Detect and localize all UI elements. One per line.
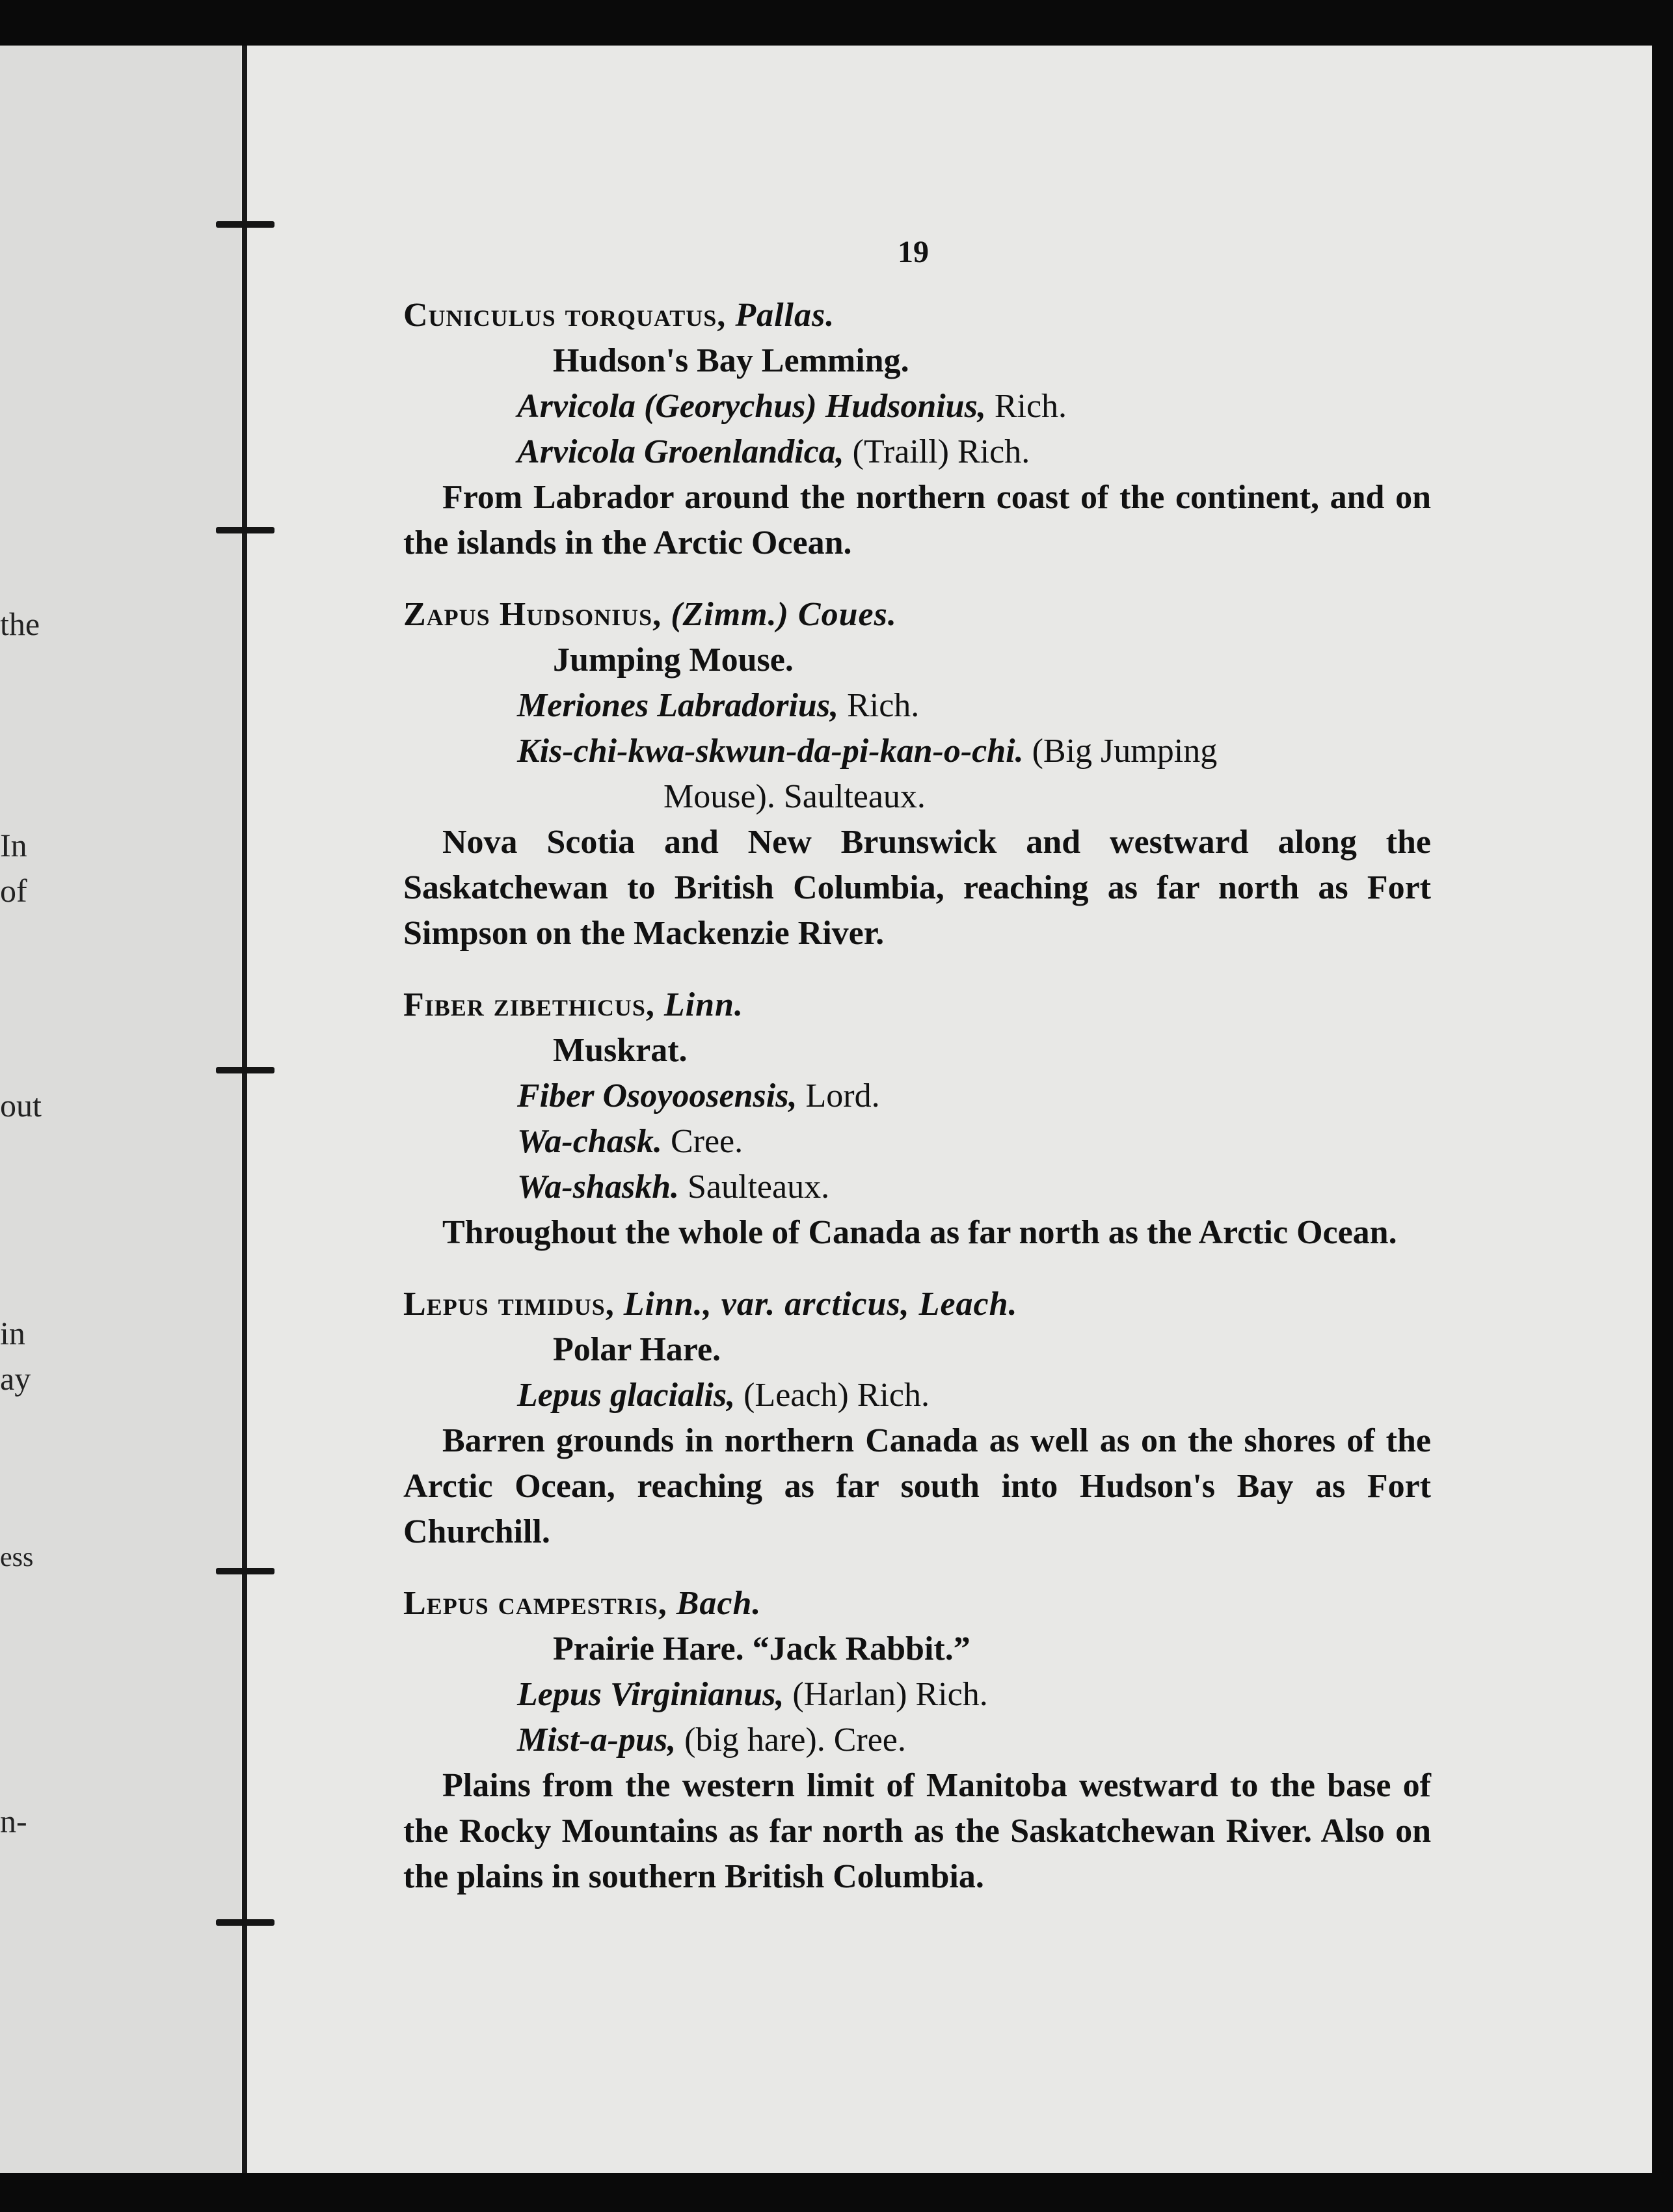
range-description: Barren grounds in northern Canada as well as on the shores of the Arctic Ocean, reaching as far south into Hudson's Bay as Fort Churchill. <box>403 1422 1431 1550</box>
binding-stitch <box>216 1568 274 1574</box>
species-name: Zapus Hudsonius, <box>403 596 662 633</box>
facing-page-edge <box>0 46 241 2173</box>
species-entry <box>403 293 1431 566</box>
margin-fragment: out <box>0 1087 42 1124</box>
species-name: Lepus campestris, <box>403 1585 667 1622</box>
margin-fragment: of <box>0 872 27 909</box>
common-name: Jumping Mouse. <box>553 641 794 679</box>
binding-stitch <box>216 527 274 533</box>
species-entry <box>403 1581 1431 1900</box>
species-authority: Pallas. <box>735 297 835 334</box>
margin-fragment: the <box>0 606 40 642</box>
common-name: Polar Hare. <box>553 1331 721 1368</box>
page-number: 19 <box>898 235 929 269</box>
synonym: Arvicola (Georychus) Hudsonius, Rich. <box>517 388 1067 425</box>
synonym-continuation: Mouse). Saulteaux. <box>663 778 926 815</box>
species-name: Fiber zibethicus, <box>403 986 655 1023</box>
species-authority: (Zimm.) Coues. <box>671 596 897 633</box>
range-description: From Labrador around the northern coast of the continent, and on the islands in the Arctic Ocean. <box>403 479 1431 561</box>
synonym: Lepus glacialis, (Leach) Rich. <box>517 1377 930 1414</box>
species-name: Cuniculus torquatus, <box>403 297 727 334</box>
binding-stitch <box>216 1919 274 1926</box>
species-entry <box>403 1282 1431 1555</box>
common-name: Muskrat. <box>553 1032 688 1069</box>
species-heading <box>403 1581 1431 1626</box>
range-description: Plains from the western limit of Manitoba westward to the base of the Rocky Mountains as far north as the Saskatchewan River. Also on the plains in southern British Columbia. <box>403 1767 1431 1895</box>
margin-fragment: In <box>0 827 27 863</box>
range-description: Nova Scotia and New Brunswick and westward along the Saskatchewan to British Columbia, reaching as far north as Fort Simpson on the Mackenzie River. <box>403 824 1431 952</box>
range-description: Throughout the whole of Canada as far north as the Arctic Ocean. <box>442 1214 1397 1251</box>
binding-stitch <box>216 221 274 228</box>
species-heading <box>403 1282 1431 1327</box>
synonym: Meriones Labradorius, Rich. <box>517 687 920 724</box>
synonym: Wa-shaskh. Saulteaux. <box>517 1168 830 1206</box>
margin-fragment: in <box>0 1315 25 1351</box>
species-name: Lepus timidus, <box>403 1286 615 1323</box>
species-entry <box>403 982 1431 1256</box>
margin-fragment: n- <box>0 1803 27 1839</box>
margin-fragment: ay <box>0 1360 31 1397</box>
species-authority: Linn., var. arcticus, Leach. <box>623 1286 1018 1323</box>
page-content <box>403 293 1431 1926</box>
synonym: Wa-chask. Cree. <box>517 1123 743 1160</box>
common-name: Prairie Hare. “Jack Rabbit.” <box>553 1630 970 1667</box>
binding-stitch <box>216 1067 274 1073</box>
species-heading <box>403 293 1431 338</box>
margin-fragment: ess <box>0 1543 34 1572</box>
synonym: Mist-a-pus, (big hare). Cree. <box>517 1721 906 1759</box>
common-name: Hudson's Bay Lemming. <box>553 342 909 379</box>
synonym: Kis-chi-kwa-skwun-da-pi-kan-o-chi. (Big Jumping <box>517 733 1218 770</box>
synonym: Fiber Osoyoosensis, Lord. <box>517 1077 880 1114</box>
synonym: Arvicola Groenlandica, (Traill) Rich. <box>517 433 1030 470</box>
species-heading <box>403 982 1431 1028</box>
species-heading <box>403 592 1431 638</box>
synonym: Lepus Virginianus, (Harlan) Rich. <box>517 1676 988 1713</box>
binding-thread <box>242 46 247 2173</box>
species-entry <box>403 592 1431 956</box>
book-page <box>0 46 1652 2173</box>
species-authority: Linn. <box>663 986 743 1023</box>
species-authority: Bach. <box>676 1585 762 1622</box>
